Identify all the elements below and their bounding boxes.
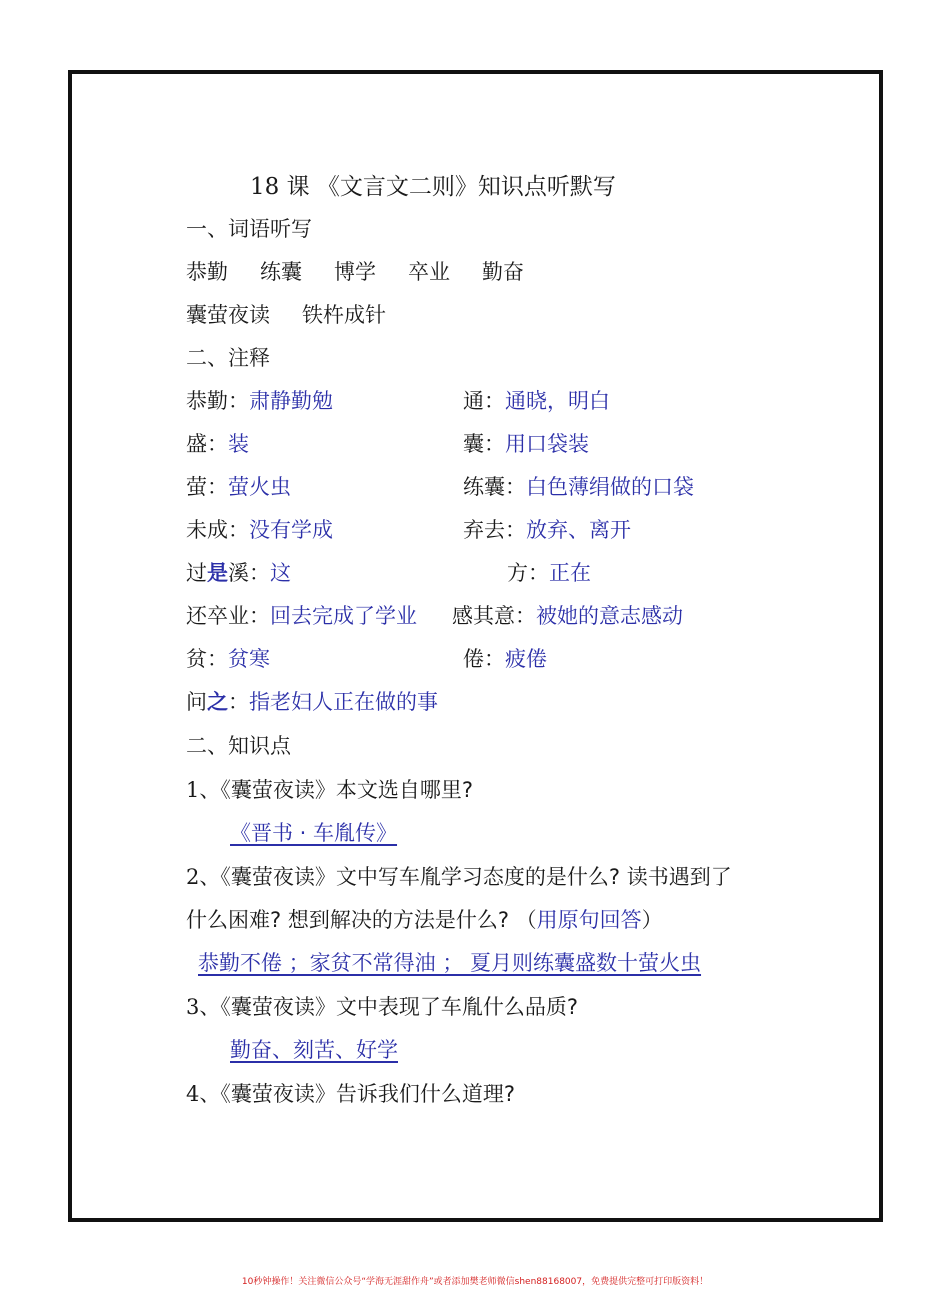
annotation-term: 通： (463, 389, 505, 413)
annotation-term: 问 (186, 690, 207, 714)
annotation-meaning: 白色薄绢做的口袋 (526, 475, 694, 499)
annotation-term: 感其意： (452, 604, 536, 628)
annotation-term: 倦： (463, 647, 505, 671)
answer-2: 恭勤不倦 ；家贫不常得油 ； 夏月则练囊盛数十萤火虫 (198, 951, 702, 975)
annotation-meaning: 这 (270, 561, 291, 585)
page-title: 18 课 《文言文二则》知识点听默写 (250, 174, 616, 200)
annotation-term: 溪： (228, 561, 270, 585)
vocab-word: 铁杵成针 (302, 303, 386, 327)
annotation-row (186, 601, 683, 631)
annotation-meaning: 肃静勤勉 (249, 389, 333, 413)
annotation-term: 盛： (186, 432, 228, 456)
annotation-term: 未成： (186, 518, 249, 542)
annotation-meaning: 放弃、离开 (526, 518, 631, 542)
annotation-term: 练囊： (463, 475, 526, 499)
annotation-term: 萤： (186, 475, 228, 499)
vocab-word: 卒业 (408, 260, 450, 284)
annotation-term: 方： (507, 561, 549, 585)
annotation-row (186, 558, 591, 588)
question-text: 《囊萤夜读》文中表现了车胤什么品质? (220, 995, 579, 1019)
question-4 (186, 1079, 515, 1109)
question-2 (186, 862, 732, 892)
question-instruction: 用原句回答 (536, 908, 642, 932)
question-text: ） (641, 908, 663, 932)
question-1 (186, 775, 473, 805)
vocab-word: 勤奋 (482, 260, 524, 284)
annotation-row (186, 429, 589, 459)
annotation-term-highlight: 是 (207, 561, 228, 585)
annotation-meaning: 用口袋装 (505, 432, 589, 456)
annotation-term: 还卒业： (186, 604, 270, 628)
annotation-meaning: 被她的意志感动 (536, 604, 683, 628)
vocab-word: 练囊 (260, 260, 302, 284)
annotation-meaning: 装 (228, 432, 249, 456)
annotation-term: 恭勤： (186, 389, 249, 413)
annotation-meaning: 指老妇人正在做的事 (249, 690, 438, 714)
vocab-word: 囊萤夜读 (186, 303, 270, 327)
question-text: 《囊萤夜读》本文选自哪里? (220, 778, 474, 802)
question-number: 2、 (186, 865, 221, 889)
question-text: 《囊萤夜读》文中写车胤学习态度的是什么? 读书遇到了 (220, 865, 732, 889)
annotation-term: 囊： (463, 432, 505, 456)
question-number: 4、 (186, 1082, 221, 1106)
annotation-meaning: 萤火虫 (228, 475, 291, 499)
annotation-meaning: 疲倦 (505, 647, 547, 671)
annotation-meaning: 通晓，明白 (505, 389, 610, 413)
vocabulary-line-1 (186, 257, 556, 287)
annotation-term: 过 (186, 561, 207, 585)
annotation-row (186, 687, 438, 717)
section-vocabulary-heading: 一、词语听写 (186, 217, 312, 241)
answer-1: 《晋书 · 车胤传》 (230, 821, 398, 845)
question-text: 《囊萤夜读》告诉我们什么道理? (220, 1082, 516, 1106)
annotation-term: ： (228, 690, 249, 714)
annotation-meaning: 正在 (549, 561, 591, 585)
annotation-row (186, 472, 694, 502)
question-2-cont (186, 905, 663, 935)
annotation-row (186, 515, 631, 545)
question-text: 什么困难? 想到解决的方法是什么? （ (186, 908, 537, 932)
annotation-term: 弃去： (463, 518, 526, 542)
section-knowledge-heading: 二、知识点 (186, 734, 291, 758)
footer-notice: 10秒钟操作！关注微信公众号“学海无涯甜作舟”或者添加樊老师微信shen88168007，免费提供完整可打印版资料！ (241, 1277, 709, 1287)
section-annotations-heading: 二、注释 (186, 346, 270, 370)
annotation-row (186, 644, 547, 674)
vocabulary-line-2 (186, 300, 418, 330)
annotation-meaning: 回去完成了学业 (270, 604, 417, 628)
vocab-word: 恭勤 (186, 260, 228, 284)
annotation-meaning: 没有学成 (249, 518, 333, 542)
question-number: 3、 (186, 995, 221, 1019)
answer-3: 勤奋、刻苦、好学 (230, 1038, 398, 1062)
question-3 (186, 992, 578, 1022)
annotation-meaning: 贫寒 (228, 647, 270, 671)
annotation-term: 贫： (186, 647, 228, 671)
question-number: 1、 (186, 778, 221, 802)
annotation-term-highlight: 之 (207, 690, 228, 714)
vocab-word: 博学 (334, 260, 376, 284)
annotation-row (186, 386, 610, 416)
